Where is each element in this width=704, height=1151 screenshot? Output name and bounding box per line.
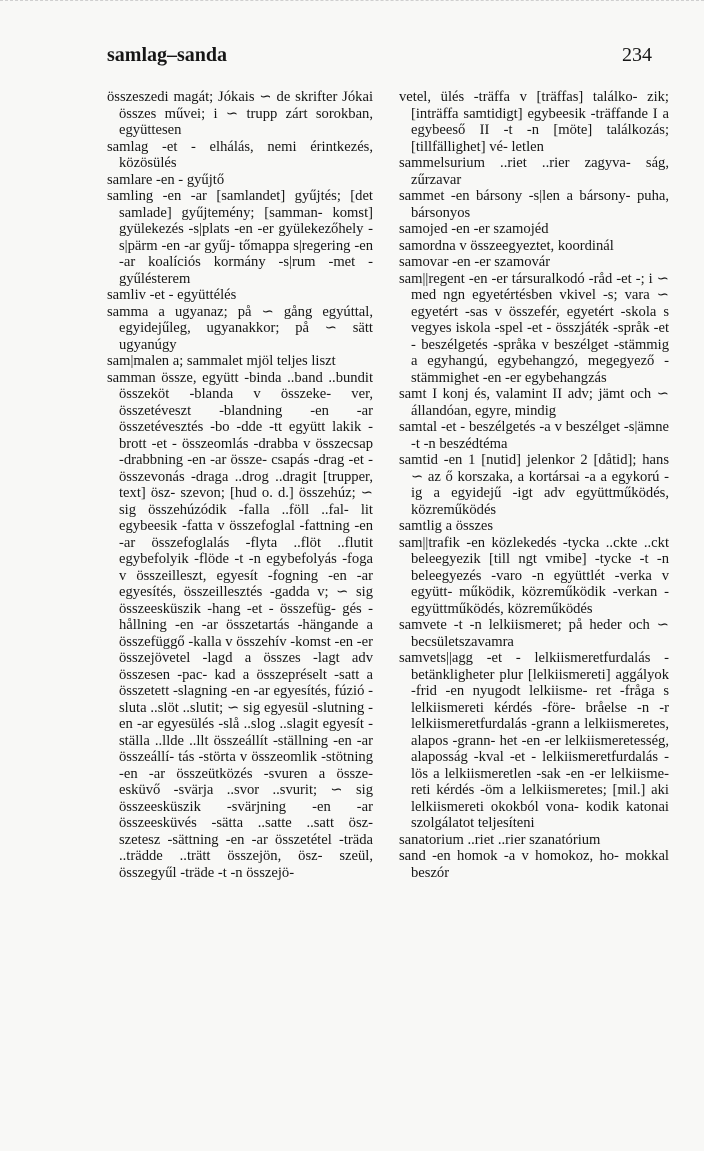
dictionary-entry: [399, 188, 669, 221]
entry-text: sam|malen a; sammalet mjöl teljes liszt: [107, 353, 336, 369]
entry-text: samvets||agg -et - lelkiismeretfurdalás -betänkligheter plur [lelkiismereti] aggályok -frid -en nyugodt lelkiisme- ret -fråga s lelkiismereti kérdés -före- bråelse -n -r lelkiismeretfurdalás -grann a lelkiismeretes, alapos -grann- het -en -er lelkiismeretesség, alaposság -kval -et - lelkiismeretfurdalás -lös a lelkiismeretlen -sak -en -er lelkiisme- reti kérdés -öm a lelkiismeretes; [mil.] aki lelkiismereti okokból vona- kodik katonai szolgálatot teljesíteni: [399, 650, 669, 831]
dictionary-entry: [107, 287, 373, 304]
running-head: [107, 44, 652, 67]
entry-text: sam||trafik -en közlekedés -tycka ..ckte ..ckt beleegyezik [till ngt vmibe] -tycke -t -n beleegyezés -varo -n együttlét -verka v együtt- működik, közreműködik -verkan - együttműködés, közreműködés: [399, 534, 669, 617]
dictionary-entry: [399, 221, 669, 238]
entry-text: sanatorium ..riet ..rier szanatórium: [399, 831, 601, 848]
left-column: [107, 89, 373, 881]
dictionary-entry: [399, 832, 669, 849]
dictionary-entry: [399, 848, 669, 881]
page-title: samlag–sanda: [107, 44, 228, 66]
entry-text: samliv -et - együttélés: [107, 287, 237, 303]
entry-text: sammet -en bársony -s|len a bársony- puha, bársonyos: [399, 188, 669, 221]
dictionary-entry: [107, 353, 373, 370]
entry-text: sand -en homok -a v homokoz, ho- mokkal beszór: [399, 848, 669, 881]
dictionary-entry: [399, 617, 669, 650]
entry-text: samma a ugyanaz; på ∽ gång egyúttal, egyidejűleg, ugyanakkor; på ∽ sätt ugyanúgy: [107, 303, 373, 353]
dictionary-entry: [399, 155, 669, 188]
right-column: [399, 89, 669, 881]
dictionary-entry: [399, 452, 669, 518]
entry-text: összeszedi magát; Jókais ∽ de skrifter Jókai összes művei; i ∽ trupp zárt sorokban, együttesen: [107, 89, 373, 138]
dictionary-entry: [399, 535, 669, 618]
dictionary-entry: [399, 238, 669, 255]
entry-text: samlag -et - elhálás, nemi érintkezés, közösülés: [107, 138, 373, 171]
dictionary-entry: [399, 419, 669, 452]
entry-text: samt I konj és, valamint II adv; jämt och ∽ állandóan, egyre, mindig: [399, 386, 669, 419]
dictionary-entry: [399, 254, 669, 271]
dictionary-entry: [107, 139, 373, 172]
entry-text: vetel, ülés -träffa v [träffas] találko- zik; [inträffa samtidigt] egybeesik -träffande I a egybeeső II -t -n [möte] találkozás; [tillfällighet] vé- letlen: [399, 89, 669, 155]
dictionary-entry: [107, 304, 373, 354]
entry-text: samtal -et - beszélgetés -a v beszélget -s|ämne -t -n beszédtéma: [399, 419, 669, 452]
entry-text: sam||regent -en -er társuralkodó -råd -et -; i ∽ med ngn egyetértésben vkivel -s; vara ∽ egyetért -sas v összefér, egyetért -skola s vegyes iskola -spel -et - összjáték -språk -et - beszélgetés -språka v beszélget -stämmig a egyhangú, egybehangzó, megegyező -stämmighet -en -er egybehangzás: [399, 270, 669, 386]
entry-text: samordna v összeegyeztet, koordinál: [399, 237, 614, 254]
scan-edge-divider: [0, 0, 704, 5]
dictionary-entry: [399, 386, 669, 419]
dictionary-entry: [399, 650, 669, 832]
entry-text: samtlig a összes: [399, 518, 494, 534]
dictionary-entry: [399, 518, 669, 535]
entry-text: samlare -en - gyűjtő: [107, 171, 225, 188]
dictionary-entry: [399, 271, 669, 387]
entry-text: samvete -t -n lelkiismeret; på heder och ∽ becsületszavamra: [399, 617, 669, 650]
dictionary-entry: [107, 89, 373, 139]
dictionary-entry: [107, 370, 373, 882]
entry-text: samovar -en -er szamovár: [399, 254, 551, 270]
entry-text: samling -en -ar [samlandet] gyűjtés; [det samlade] gyűjtemény; [samman- komst] gyülekezés -s|plats -en -er gyülekezőhely -s|pärm -en -ar gyűj- tőmappa s|regering -en -ar koalíciós kormány -s|rum -met - gyűlésterem: [107, 188, 373, 287]
entry-text: samojed -en -er szamojéd: [399, 221, 549, 237]
entry-text: samman össze, együtt -binda ..band ..bundit összeköt -blanda v összeke- ver, összetéveszt -blandning -en -ar összetévesztés -bo -dde -tt együtt lakik -brott -et - összeomlás -drabba v összecsap -drabbning -en -ar össze- csapás -drag -et - összevonás -draga ..drog ..dragit [trupper, text] ösz- szevon; [hud o. d.] összehúz; ∽ sig összehúzódik -falla ..föll ..fal- lit egybeesik -fatta v összefoglal -fattning -en -ar összefoglalás -flyta ..flöt ..flutit egybefolyik -flöde -t -n egybefolyás -foga v összeilleszt, egyesít -fogning -en -ar egyesítés, összeillesztés -gadda v; ∽ sig összeesküszik -hang -et - összefüg- gés -hållning -en -ar összetartás -hängande a összefüggő -kalla v összehív -komst -en -er összejövetel -lagd a összes -lagt adv összesen -pac- kad a összepréselt -satt a összetett -slagning -en -ar egyesítés, fúzió -sluta ..slöt ..slutit; ∽ sig egyesül -slutning -en -ar egyesülés -slå ..slog ..slagit egyesít -ställa ..llde ..llt összeállít -ställning -en -ar összeállí- tás -störta v összeomlik -stötning -en -ar összeütközés -svuren a össze- esküvő -svärja ..svor ..svurit; ∽ sig összeesküszik -svärjning -en -ar összeesküvés -sätta ..satte ..satt ösz- szetesz -sättning -en -ar összetétel -träda ..trädde ..trätt összejön, ösz- szeül, összegyűl -träde -t -n összejö-: [107, 369, 373, 881]
dictionary-entry: [107, 172, 373, 189]
dictionary-entry: [107, 188, 373, 287]
entry-text: sammelsurium ..riet ..rier zagyva- ság, zűrzavar: [399, 155, 669, 188]
page-number: 234: [622, 44, 652, 66]
entry-text: samtid -en 1 [nutid] jelenkor 2 [dåtid]; hans ∽ az ő korszaka, a kortársai -a a egykorú -ig a egyidejű -igt adv együttműködés, közreműködés: [399, 452, 669, 518]
dictionary-entry: [399, 89, 669, 155]
